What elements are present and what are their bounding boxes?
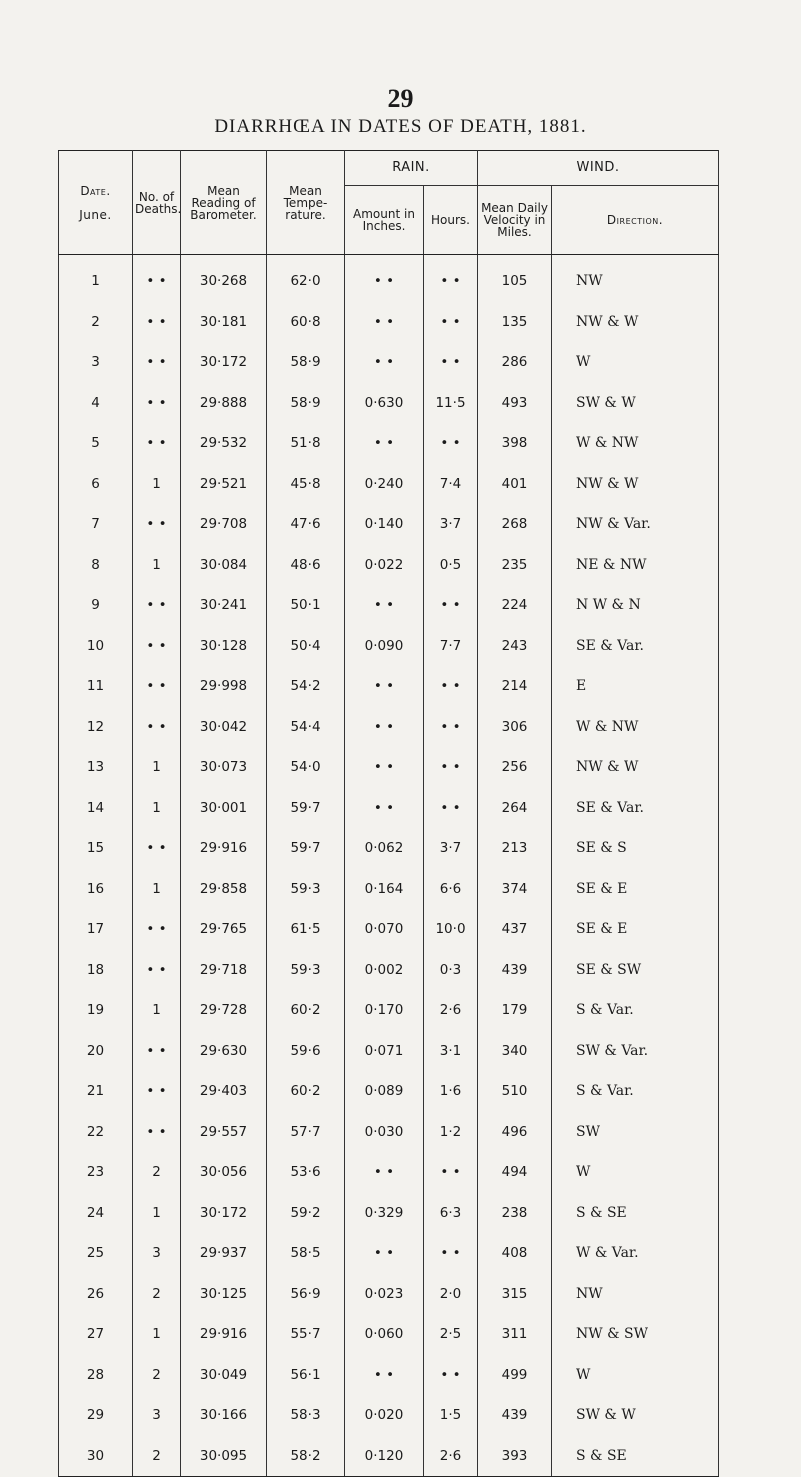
cell-deaths: • • — [133, 302, 181, 343]
cell-rain-hours: 7·4 — [424, 464, 478, 505]
cell-rain-hours: • • — [424, 747, 478, 788]
cell-rain-hours: 6·6 — [424, 869, 478, 910]
table-row — [59, 950, 719, 991]
cell-rain-amount: • • — [345, 302, 424, 343]
cell-temperature: 58·3 — [267, 1395, 345, 1436]
cell-barometer: 29·532 — [181, 423, 267, 464]
cell-wind-direction: SE & E — [552, 869, 719, 910]
cell-deaths: • • — [133, 828, 181, 869]
cell-barometer: 29·728 — [181, 990, 267, 1031]
cell-rain-amount: 0·090 — [345, 626, 424, 667]
table-row — [59, 302, 719, 343]
cell-wind-velocity: 235 — [478, 545, 552, 586]
table-row — [59, 464, 719, 505]
table-row — [59, 1233, 719, 1274]
cell-temperature: 48·6 — [267, 545, 345, 586]
cell-rain-amount: 0·140 — [345, 504, 424, 545]
cell-rain-hours: 1·2 — [424, 1112, 478, 1153]
cell-rain-hours: 2·6 — [424, 990, 478, 1031]
cell-wind-direction: S & SE — [552, 1436, 719, 1477]
cell-wind-velocity: 214 — [478, 666, 552, 707]
cell-rain-amount: • • — [345, 585, 424, 626]
cell-rain-amount: 0·070 — [345, 909, 424, 950]
table-row — [59, 1274, 719, 1315]
cell-deaths: 2 — [133, 1152, 181, 1193]
cell-rain-hours: 3·1 — [424, 1031, 478, 1072]
cell-barometer: 29·937 — [181, 1233, 267, 1274]
table-row — [59, 1395, 719, 1436]
table-row — [59, 1031, 719, 1072]
cell-barometer: 29·998 — [181, 666, 267, 707]
header-wind: WIND. — [478, 151, 719, 186]
cell-wind-direction: NW — [552, 255, 719, 302]
cell-rain-amount: 0·120 — [345, 1436, 424, 1477]
cell-rain-amount: • • — [345, 255, 424, 302]
cell-rain-amount: • • — [345, 747, 424, 788]
table-row — [59, 1112, 719, 1153]
cell-wind-direction: NE & NW — [552, 545, 719, 586]
cell-wind-direction: S & SE — [552, 1193, 719, 1234]
cell-barometer: 30·056 — [181, 1152, 267, 1193]
table-row — [59, 828, 719, 869]
cell-wind-direction: SE & E — [552, 909, 719, 950]
cell-date: 7 — [59, 504, 133, 545]
table-row — [59, 990, 719, 1031]
header-temperature: Mean Tempe-rature. — [267, 151, 345, 255]
cell-wind-velocity: 105 — [478, 255, 552, 302]
cell-rain-amount: 0·002 — [345, 950, 424, 991]
cell-temperature: 54·2 — [267, 666, 345, 707]
cell-deaths: 1 — [133, 747, 181, 788]
cell-barometer: 30·128 — [181, 626, 267, 667]
cell-deaths: 3 — [133, 1395, 181, 1436]
cell-rain-hours: • • — [424, 1233, 478, 1274]
cell-temperature: 61·5 — [267, 909, 345, 950]
cell-rain-hours: 0·3 — [424, 950, 478, 991]
cell-deaths: • • — [133, 909, 181, 950]
page-number: 29 — [387, 84, 414, 113]
cell-deaths: • • — [133, 585, 181, 626]
cell-wind-velocity: 311 — [478, 1314, 552, 1355]
cell-wind-velocity: 306 — [478, 707, 552, 748]
cell-wind-velocity: 374 — [478, 869, 552, 910]
cell-date: 24 — [59, 1193, 133, 1234]
cell-wind-velocity: 408 — [478, 1233, 552, 1274]
cell-date: 20 — [59, 1031, 133, 1072]
cell-wind-direction: W & NW — [552, 423, 719, 464]
cell-wind-direction: SW & Var. — [552, 1031, 719, 1072]
cell-temperature: 45·8 — [267, 464, 345, 505]
cell-temperature: 59·3 — [267, 950, 345, 991]
cell-rain-amount: • • — [345, 1233, 424, 1274]
cell-rain-hours: • • — [424, 1152, 478, 1193]
cell-rain-amount: • • — [345, 1355, 424, 1396]
cell-temperature: 58·9 — [267, 342, 345, 383]
table-row — [59, 383, 719, 424]
cell-deaths: • • — [133, 504, 181, 545]
table-header — [59, 151, 719, 255]
cell-wind-direction: SW & W — [552, 1395, 719, 1436]
cell-wind-direction: W & Var. — [552, 1233, 719, 1274]
cell-wind-velocity: 494 — [478, 1152, 552, 1193]
cell-deaths: 1 — [133, 464, 181, 505]
cell-date: 29 — [59, 1395, 133, 1436]
cell-rain-hours: • • — [424, 255, 478, 302]
cell-barometer: 30·042 — [181, 707, 267, 748]
table-row — [59, 1152, 719, 1193]
cell-deaths: 1 — [133, 1193, 181, 1234]
cell-rain-hours: 0·5 — [424, 545, 478, 586]
cell-wind-velocity: 238 — [478, 1193, 552, 1234]
cell-rain-hours: 10·0 — [424, 909, 478, 950]
cell-rain-hours: • • — [424, 302, 478, 343]
cell-rain-amount: • • — [345, 342, 424, 383]
header-date-label: Date. — [80, 183, 111, 198]
table-row — [59, 423, 719, 464]
cell-date: 9 — [59, 585, 133, 626]
cell-temperature: 59·7 — [267, 828, 345, 869]
cell-date: 15 — [59, 828, 133, 869]
table-row — [59, 626, 719, 667]
cell-date: 5 — [59, 423, 133, 464]
cell-rain-amount: 0·071 — [345, 1031, 424, 1072]
cell-temperature: 60·2 — [267, 1071, 345, 1112]
cell-date: 1 — [59, 255, 133, 302]
cell-rain-hours: 2·6 — [424, 1436, 478, 1477]
cell-wind-direction: N W & N — [552, 585, 719, 626]
cell-temperature: 56·9 — [267, 1274, 345, 1315]
cell-temperature: 53·6 — [267, 1152, 345, 1193]
cell-wind-velocity: 393 — [478, 1436, 552, 1477]
cell-wind-velocity: 439 — [478, 1395, 552, 1436]
cell-date: 28 — [59, 1355, 133, 1396]
header-deaths: No. of Deaths. — [133, 151, 181, 255]
cell-deaths: • • — [133, 342, 181, 383]
table-row — [59, 1071, 719, 1112]
cell-wind-direction: S & Var. — [552, 990, 719, 1031]
table-row — [59, 747, 719, 788]
table-row — [59, 1314, 719, 1355]
cell-barometer: 30·172 — [181, 1193, 267, 1234]
cell-date: 12 — [59, 707, 133, 748]
header-date-month: June. — [79, 207, 112, 222]
cell-rain-amount: 0·022 — [345, 545, 424, 586]
header-rain-hours: Hours. — [424, 186, 478, 255]
header-rain-amount: Amount in Inches. — [345, 186, 424, 255]
cell-date: 26 — [59, 1274, 133, 1315]
table-row — [59, 342, 719, 383]
cell-temperature: 55·7 — [267, 1314, 345, 1355]
cell-date: 17 — [59, 909, 133, 950]
cell-barometer: 29·521 — [181, 464, 267, 505]
cell-rain-hours: 2·0 — [424, 1274, 478, 1315]
cell-wind-direction: SE & SW — [552, 950, 719, 991]
cell-wind-velocity: 496 — [478, 1112, 552, 1153]
cell-barometer: 30·001 — [181, 788, 267, 829]
cell-date: 16 — [59, 869, 133, 910]
table-row — [59, 585, 719, 626]
cell-date: 8 — [59, 545, 133, 586]
cell-wind-direction: NW & SW — [552, 1314, 719, 1355]
cell-wind-direction: E — [552, 666, 719, 707]
cell-wind-direction: W — [552, 342, 719, 383]
cell-barometer: 29·765 — [181, 909, 267, 950]
cell-wind-velocity: 256 — [478, 747, 552, 788]
cell-barometer: 30·181 — [181, 302, 267, 343]
table-row — [59, 909, 719, 950]
cell-barometer: 29·557 — [181, 1112, 267, 1153]
cell-rain-amount: 0·164 — [345, 869, 424, 910]
cell-date: 13 — [59, 747, 133, 788]
cell-temperature: 54·4 — [267, 707, 345, 748]
cell-deaths: 1 — [133, 788, 181, 829]
cell-deaths: 1 — [133, 869, 181, 910]
cell-deaths: • • — [133, 255, 181, 302]
cell-wind-direction: NW & Var. — [552, 504, 719, 545]
cell-rain-hours: 1·5 — [424, 1395, 478, 1436]
cell-deaths: • • — [133, 707, 181, 748]
cell-rain-amount: 0·023 — [345, 1274, 424, 1315]
cell-rain-amount: • • — [345, 788, 424, 829]
cell-deaths: • • — [133, 1112, 181, 1153]
cell-rain-amount: 0·030 — [345, 1112, 424, 1153]
cell-barometer: 30·049 — [181, 1355, 267, 1396]
cell-deaths: • • — [133, 1031, 181, 1072]
cell-rain-hours: • • — [424, 585, 478, 626]
cell-deaths: • • — [133, 626, 181, 667]
cell-deaths: • • — [133, 666, 181, 707]
header-date — [59, 151, 133, 255]
cell-rain-amount: 0·020 — [345, 1395, 424, 1436]
cell-temperature: 50·4 — [267, 626, 345, 667]
cell-temperature: 58·2 — [267, 1436, 345, 1477]
cell-wind-velocity: 243 — [478, 626, 552, 667]
header-barometer: Mean Reading of Barometer. — [181, 151, 267, 255]
cell-deaths: 1 — [133, 1314, 181, 1355]
cell-barometer: 29·916 — [181, 828, 267, 869]
table-row — [59, 1436, 719, 1477]
cell-temperature: 50·1 — [267, 585, 345, 626]
cell-rain-amount: 0·089 — [345, 1071, 424, 1112]
cell-deaths: • • — [133, 383, 181, 424]
cell-wind-velocity: 268 — [478, 504, 552, 545]
cell-date: 6 — [59, 464, 133, 505]
cell-temperature: 62·0 — [267, 255, 345, 302]
cell-temperature: 59·7 — [267, 788, 345, 829]
cell-date: 21 — [59, 1071, 133, 1112]
cell-barometer: 29·708 — [181, 504, 267, 545]
cell-temperature: 60·8 — [267, 302, 345, 343]
cell-wind-velocity: 340 — [478, 1031, 552, 1072]
cell-date: 19 — [59, 990, 133, 1031]
cell-barometer: 30·166 — [181, 1395, 267, 1436]
cell-wind-velocity: 224 — [478, 585, 552, 626]
cell-date: 27 — [59, 1314, 133, 1355]
cell-wind-velocity: 179 — [478, 990, 552, 1031]
cell-rain-hours: 2·5 — [424, 1314, 478, 1355]
table-row — [59, 545, 719, 586]
cell-date: 14 — [59, 788, 133, 829]
table-row — [59, 869, 719, 910]
cell-deaths: 1 — [133, 990, 181, 1031]
cell-barometer: 29·403 — [181, 1071, 267, 1112]
cell-barometer: 29·888 — [181, 383, 267, 424]
cell-temperature: 56·1 — [267, 1355, 345, 1396]
cell-barometer: 30·125 — [181, 1274, 267, 1315]
table-row — [59, 504, 719, 545]
table-body — [59, 255, 719, 1477]
cell-rain-amount: • • — [345, 707, 424, 748]
cell-rain-hours: • • — [424, 1355, 478, 1396]
cell-date: 2 — [59, 302, 133, 343]
cell-date: 4 — [59, 383, 133, 424]
cell-barometer: 30·268 — [181, 255, 267, 302]
page-title: DIARRHŒA IN DATES OF DEATH, 1881. — [214, 116, 587, 137]
cell-wind-velocity: 264 — [478, 788, 552, 829]
cell-deaths: • • — [133, 950, 181, 991]
cell-wind-velocity: 439 — [478, 950, 552, 991]
cell-temperature: 54·0 — [267, 747, 345, 788]
cell-deaths: 2 — [133, 1355, 181, 1396]
cell-rain-hours: 1·6 — [424, 1071, 478, 1112]
header-wind-velocity: Mean Daily Velocity in Miles. — [478, 186, 552, 255]
cell-wind-velocity: 499 — [478, 1355, 552, 1396]
cell-rain-amount: 0·329 — [345, 1193, 424, 1234]
cell-temperature: 58·9 — [267, 383, 345, 424]
cell-rain-amount: • • — [345, 666, 424, 707]
cell-wind-direction: SE & Var. — [552, 626, 719, 667]
header-wind-direction: Direction. — [552, 186, 719, 255]
cell-wind-direction: SW — [552, 1112, 719, 1153]
cell-barometer: 30·241 — [181, 585, 267, 626]
cell-barometer: 30·084 — [181, 545, 267, 586]
cell-wind-direction: W — [552, 1152, 719, 1193]
cell-date: 23 — [59, 1152, 133, 1193]
cell-wind-velocity: 437 — [478, 909, 552, 950]
cell-temperature: 59·6 — [267, 1031, 345, 1072]
cell-wind-velocity: 315 — [478, 1274, 552, 1315]
cell-rain-hours: • • — [424, 666, 478, 707]
header-rain: RAIN. — [345, 151, 478, 186]
cell-rain-hours: • • — [424, 342, 478, 383]
table-row — [59, 707, 719, 748]
cell-temperature: 59·3 — [267, 869, 345, 910]
table-row — [59, 255, 719, 302]
cell-temperature: 60·2 — [267, 990, 345, 1031]
cell-wind-direction: NW & W — [552, 302, 719, 343]
cell-rain-amount: • • — [345, 1152, 424, 1193]
cell-wind-velocity: 213 — [478, 828, 552, 869]
cell-rain-amount: 0·170 — [345, 990, 424, 1031]
cell-rain-hours: 3·7 — [424, 828, 478, 869]
cell-rain-hours: 11·5 — [424, 383, 478, 424]
cell-deaths: 2 — [133, 1274, 181, 1315]
cell-rain-amount: 0·062 — [345, 828, 424, 869]
cell-deaths: • • — [133, 423, 181, 464]
cell-rain-hours: 7·7 — [424, 626, 478, 667]
cell-rain-amount: 0·060 — [345, 1314, 424, 1355]
cell-rain-hours: • • — [424, 788, 478, 829]
table-row — [59, 666, 719, 707]
cell-wind-direction: W — [552, 1355, 719, 1396]
cell-deaths: 1 — [133, 545, 181, 586]
cell-wind-velocity: 401 — [478, 464, 552, 505]
cell-wind-direction: SW & W — [552, 383, 719, 424]
cell-temperature: 47·6 — [267, 504, 345, 545]
cell-barometer: 29·630 — [181, 1031, 267, 1072]
cell-date: 22 — [59, 1112, 133, 1153]
cell-wind-velocity: 398 — [478, 423, 552, 464]
cell-barometer: 29·916 — [181, 1314, 267, 1355]
cell-rain-amount: • • — [345, 423, 424, 464]
cell-rain-hours: • • — [424, 707, 478, 748]
table-row — [59, 788, 719, 829]
cell-rain-amount: 0·240 — [345, 464, 424, 505]
cell-barometer: 29·718 — [181, 950, 267, 991]
cell-wind-velocity: 493 — [478, 383, 552, 424]
cell-rain-hours: 3·7 — [424, 504, 478, 545]
cell-wind-direction: SE & Var. — [552, 788, 719, 829]
cell-barometer: 30·172 — [181, 342, 267, 383]
cell-deaths: 3 — [133, 1233, 181, 1274]
cell-rain-hours: • • — [424, 423, 478, 464]
cell-wind-direction: NW & W — [552, 464, 719, 505]
table-row — [59, 1355, 719, 1396]
table-row — [59, 1193, 719, 1234]
cell-rain-hours: 6·3 — [424, 1193, 478, 1234]
cell-temperature: 51·8 — [267, 423, 345, 464]
cell-wind-velocity: 510 — [478, 1071, 552, 1112]
weather-deaths-table — [58, 150, 719, 1477]
cell-wind-direction: NW & W — [552, 747, 719, 788]
cell-temperature: 59·2 — [267, 1193, 345, 1234]
cell-date: 18 — [59, 950, 133, 991]
cell-deaths: 2 — [133, 1436, 181, 1477]
cell-date: 25 — [59, 1233, 133, 1274]
cell-wind-direction: NW — [552, 1274, 719, 1315]
cell-wind-velocity: 286 — [478, 342, 552, 383]
cell-rain-amount: 0·630 — [345, 383, 424, 424]
cell-barometer: 29·858 — [181, 869, 267, 910]
cell-date: 3 — [59, 342, 133, 383]
cell-wind-direction: S & Var. — [552, 1071, 719, 1112]
cell-temperature: 58·5 — [267, 1233, 345, 1274]
cell-date: 30 — [59, 1436, 133, 1477]
cell-date: 11 — [59, 666, 133, 707]
cell-deaths: • • — [133, 1071, 181, 1112]
cell-wind-velocity: 135 — [478, 302, 552, 343]
cell-wind-direction: W & NW — [552, 707, 719, 748]
cell-temperature: 57·7 — [267, 1112, 345, 1153]
cell-date: 10 — [59, 626, 133, 667]
cell-barometer: 30·095 — [181, 1436, 267, 1477]
cell-wind-direction: SE & S — [552, 828, 719, 869]
cell-barometer: 30·073 — [181, 747, 267, 788]
